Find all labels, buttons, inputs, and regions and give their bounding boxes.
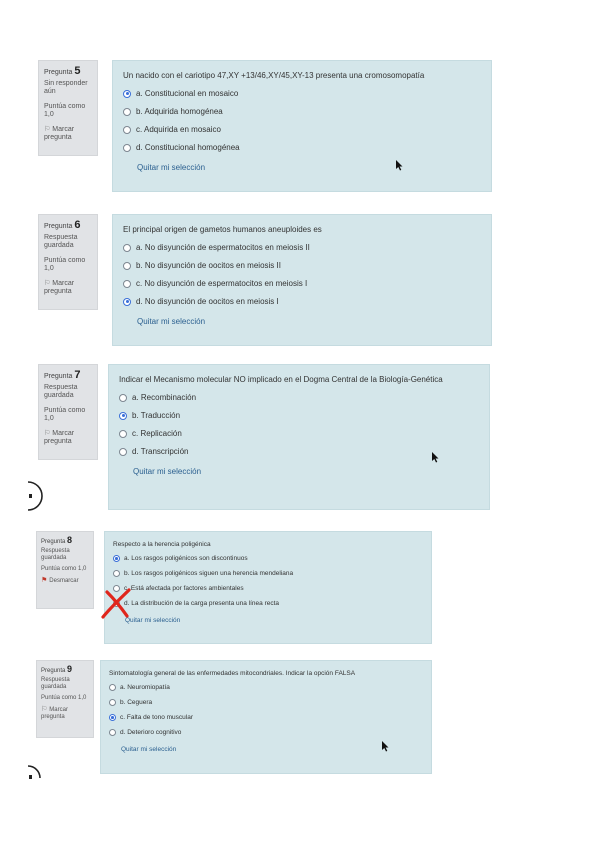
radio-button[interactable] [109,729,116,736]
answer-option-d[interactable] [113,600,423,607]
answer-option-c[interactable] [123,279,481,288]
option-label: c. Falta de tono muscular [120,714,193,721]
flag-question-link[interactable] [44,280,92,297]
question-text: Respecto a la herencia poligénica [113,541,211,548]
option-label: a. Constitucional en mosaico [136,89,239,98]
question-text: El principal origen de gametos humanos aneuploides es [123,225,322,234]
radio-button[interactable] [119,394,127,402]
flag-label: Marcar pregunta [44,279,75,295]
question-info-5 [38,60,98,156]
question-grade: Puntúa como 1,0 [41,566,87,572]
radio-button[interactable] [123,90,131,98]
radio-button[interactable] [123,280,131,288]
radio-button[interactable] [119,412,127,420]
question-label: Pregunta [44,223,73,230]
question-box-6 [112,214,492,346]
flag-icon: ⚑ [41,577,48,584]
question-label: Pregunta [41,539,66,545]
answer-option-c[interactable] [123,125,481,134]
option-label: c. Adquirida en mosaico [136,125,221,134]
option-label: d. Constitucional homogénea [136,143,240,152]
radio-button[interactable] [113,570,120,577]
question-info-8 [36,531,94,609]
answer-option-b[interactable] [113,570,423,577]
question-state: Respuesta guardada [41,677,70,690]
clear-selection-link[interactable]: Quitar mi selección [133,467,202,476]
answer-option-b[interactable] [119,411,479,420]
mouse-cursor-icon [396,160,404,171]
question-grade: Puntúa como 1,0 [44,256,86,272]
question-state: Sin responder aún [44,79,88,95]
option-label: d. No disyunción de oocitos en meiosis I [136,297,279,306]
question-state: Respuesta guardada [41,548,70,561]
mouse-cursor-icon [432,452,440,463]
radio-button[interactable] [123,244,131,252]
radio-button[interactable] [119,430,127,438]
question-box-9 [100,660,432,774]
flag-icon: ⚐ [41,706,48,713]
option-label: b. Traducción [132,411,181,420]
clear-selection-link[interactable]: Quitar mi selección [121,746,177,753]
question-text: Indicar el Mecanismo molecular NO implicado en el Dogma Central de la Biología-Genética [119,375,443,384]
radio-button[interactable] [113,555,120,562]
flag-question-link[interactable] [44,126,92,143]
answer-option-b[interactable] [123,261,481,270]
flag-question-link[interactable] [44,430,92,447]
answer-option-a[interactable] [123,243,481,252]
answer-option-d[interactable] [119,447,479,456]
option-label: d. Deterioro cognitivo [120,729,182,736]
side-panel-toggle-icon[interactable] [22,479,46,513]
question-number: 6 [74,219,81,231]
flag-question-link[interactable] [41,706,89,721]
question-state: Respuesta guardada [44,233,78,249]
red-cross-mark-icon [100,586,134,620]
question-box-7 [108,364,490,510]
clear-selection-link[interactable]: Quitar mi selección [137,317,206,326]
question-label: Pregunta [44,373,73,380]
radio-button[interactable] [123,298,131,306]
option-label: a. Recombinación [132,393,197,402]
option-label: c. No disyunción de espermatocitos en meiosis I [136,279,308,288]
radio-button[interactable] [119,448,127,456]
side-panel-toggle-icon[interactable] [22,762,46,786]
answer-option-b[interactable] [123,107,481,116]
option-label: b. Los rasgos poligénicos siguen una herencia mendeliana [124,570,294,577]
radio-button[interactable] [109,714,116,721]
question-label: Pregunta [44,69,73,76]
answer-option-a[interactable] [119,393,479,402]
answer-option-a[interactable] [123,89,481,98]
radio-button[interactable] [123,262,131,270]
question-box-5 [112,60,492,192]
option-label: c. Replicación [132,429,182,438]
option-label: b. Ceguera [120,699,153,706]
question-state: Respuesta guardada [44,383,78,399]
radio-button[interactable] [123,108,131,116]
option-label: c. Está afectada por factores ambientales [124,585,244,592]
question-grade: Puntúa como 1,0 [44,406,86,422]
flag-label: Marcar pregunta [44,429,75,445]
answer-option-d[interactable] [123,297,481,306]
option-label: d. La distribución de la carga presenta una línea recta [124,600,280,607]
question-number: 9 [67,664,73,674]
option-label: a. Los rasgos poligénicos son discontinuos [124,555,248,562]
answer-option-a[interactable] [109,684,423,691]
question-grade: Puntúa como 1,0 [44,102,86,118]
radio-button[interactable] [109,684,116,691]
option-label: b. Adquirida homogénea [136,107,223,116]
unflag-question-link[interactable] [41,577,89,585]
answer-option-a[interactable] [113,555,423,562]
question-number: 7 [74,369,81,381]
mouse-cursor-icon [382,741,390,752]
answer-option-c[interactable] [109,714,423,721]
question-label: Pregunta [41,668,66,674]
question-text: Sintomatología general de las enfermedades mitocondriales. Indicar la opción FALSA [109,670,356,677]
radio-button[interactable] [123,126,131,134]
answer-option-d[interactable] [109,729,423,736]
question-box-8 [104,531,432,644]
radio-button[interactable] [109,699,116,706]
flag-label: Desmarcar [49,578,79,584]
flag-icon: ⚐ [44,429,51,437]
question-info-9 [36,660,94,738]
answer-option-c[interactable] [119,429,479,438]
flag-icon: ⚐ [44,279,51,287]
answer-option-c[interactable] [113,585,423,592]
clear-selection-link[interactable]: Quitar mi selección [137,163,206,172]
question-info-7 [38,364,98,460]
option-label: a. No disyunción de espermatocitos en meiosis II [136,243,310,252]
flag-label: Marcar pregunta [44,125,75,141]
clear-selection-link[interactable]: Quitar mi selección [125,617,181,624]
question-grade: Puntúa como 1,0 [41,695,87,701]
radio-button[interactable] [123,144,131,152]
question-info-6 [38,214,98,310]
question-number: 8 [67,535,73,545]
question-text: Un nacido con el cariotipo 47,XY +13/46,XY/45,XY-13 presenta una cromosomopatía [123,71,425,80]
answer-option-b[interactable] [109,699,423,706]
flag-icon: ⚐ [44,125,51,133]
answer-option-d[interactable] [123,143,481,152]
option-label: b. No disyunción de oocitos en meiosis II [136,261,281,270]
option-label: d. Transcripción [132,447,189,456]
option-label: a. Neuromiopatía [120,684,170,691]
flag-label: Marcar pregunta [41,707,68,720]
question-number: 5 [74,65,81,77]
